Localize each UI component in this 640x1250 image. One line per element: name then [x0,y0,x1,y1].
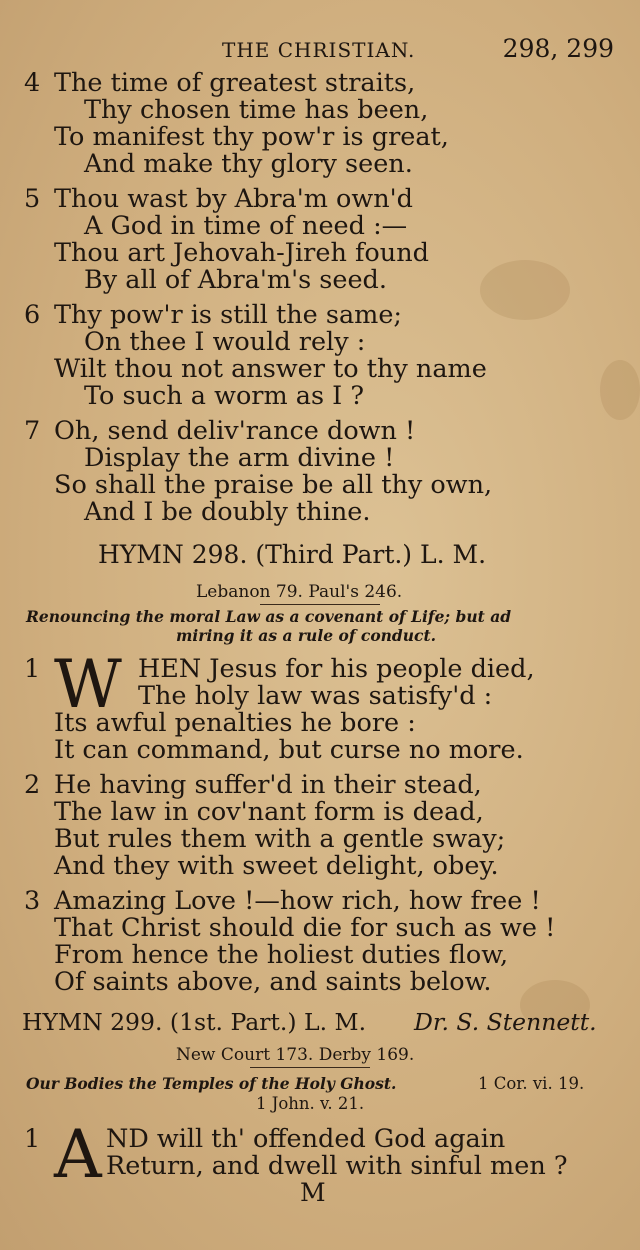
verse-line: HEN Jesus for his people died, [138,654,535,684]
verse-line: He having suffer'd in their stead, [54,770,482,800]
verse-line: A God in time of need :— [84,211,408,241]
verse-line: Thou wast by Abra'm own'd [54,184,413,214]
verse-line: Amazing Love !—how rich, how free ! [54,886,541,916]
hymn-subject-cont: miring it as a rule of conduct. [176,626,437,645]
drop-cap: A [54,1116,102,1193]
verse-line: Its awful penalties he bore : [54,708,416,738]
verse-line: Display the arm divine ! [84,443,395,473]
verse-number: 3 [24,886,41,916]
scripture-reference: 1 John. v. 21. [256,1094,365,1113]
hymn-subject: Renouncing the moral Law as a covenant of Life; but ad [26,607,512,626]
verse-line: And make thy glory seen. [84,149,413,179]
hymn-subject: Our Bodies the Temples of the Holy Ghost. [26,1074,397,1093]
verse-line: To such a worm as I ? [84,381,365,411]
tune-names: Lebanon 79. Paul's 246. [196,582,403,602]
verse-line: It can command, but curse no more. [54,735,524,765]
signature-mark: M [300,1178,326,1207]
verse-line: And they with sweet delight, obey. [54,851,499,881]
verse-line: Return, and dwell with sinful men ? [106,1151,568,1181]
verse-line: From hence the holiest duties flow, [54,940,509,970]
verse-line: To manifest thy pow'r is great, [54,122,449,152]
tune-names: New Court 173. Derby 169. [176,1045,415,1065]
verse-line: That Christ should die for such as we ! [54,913,556,943]
verse-line: Thou art Jehovah-Jireh found [54,238,429,268]
verse-number: 6 [24,300,41,330]
verse-line: But rules them with a gentle sway; [54,824,506,854]
divider [250,1067,370,1068]
verse-line: Wilt thou not answer to thy name [54,354,487,384]
verse-number: 4 [24,68,41,98]
page-numbers: 298, 299 [502,34,614,63]
divider [260,604,380,605]
scripture-reference: 1 Cor. vi. 19. [478,1074,585,1093]
paper-stain [480,260,570,320]
hymn-title: HYMN 298. (Third Part.) L. M. [98,540,487,569]
verse-line: On thee I would rely : [84,327,366,357]
paper-stain [600,360,640,420]
verse-number: 7 [24,416,41,446]
verse-line: By all of Abra'm's seed. [84,265,387,295]
page-header [0,34,640,66]
hymn-author: Dr. S. Stennett. [414,1008,597,1036]
verse-line: The time of greatest straits, [54,68,416,98]
verse-line: Of saints above, and saints below. [54,967,492,997]
verse-number: 2 [24,770,41,800]
verse-number: 1 [24,1124,41,1154]
verse-line: Thy pow'r is still the same; [54,300,403,330]
hymn-title: HYMN 299. (1st. Part.) L. M. [22,1008,367,1036]
verse-line: So shall the praise be all thy own, [54,470,493,500]
verse-number: 5 [24,184,41,214]
drop-cap: W [54,646,122,723]
verse-line: Thy chosen time has been, [84,95,429,125]
running-title: THE CHRISTIAN. [222,38,416,62]
verse-line: Oh, send deliv'rance down ! [54,416,416,446]
verse-line: The holy law was satisfy'd : [138,681,493,711]
verse-line: The law in cov'nant form is dead, [54,797,484,827]
verse-number: 1 [24,654,41,684]
verse-line: And I be doubly thine. [84,497,371,527]
verse-line: ND will th' offended God again [106,1124,506,1154]
